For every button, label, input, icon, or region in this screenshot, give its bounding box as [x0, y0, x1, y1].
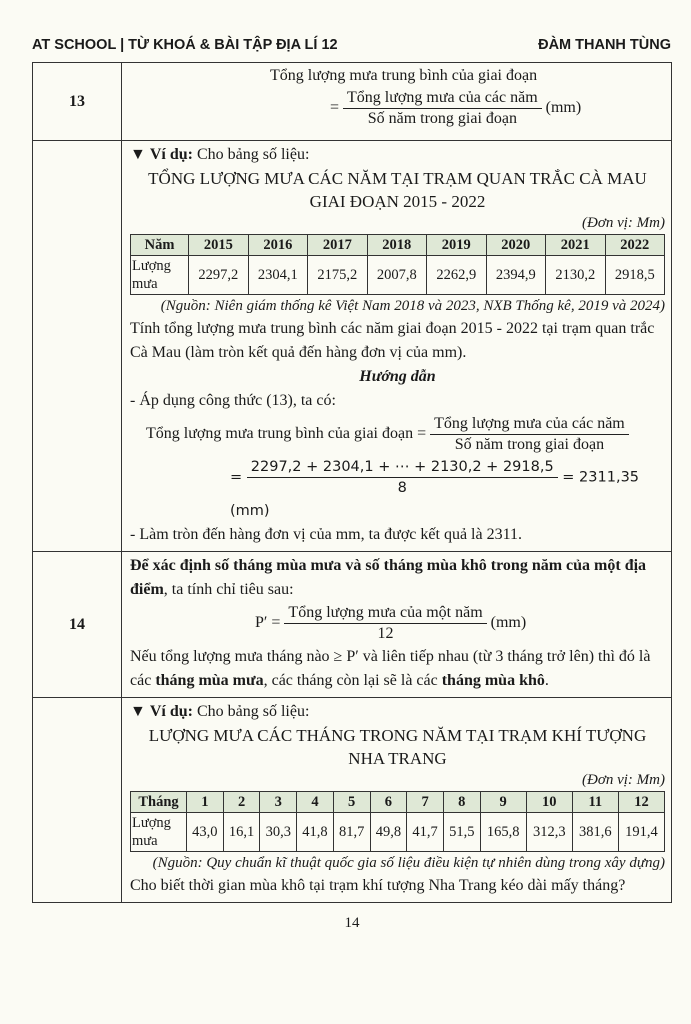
row-13 [33, 63, 671, 141]
header-cell: 3 [260, 792, 297, 813]
value-cell: 43,0 [187, 813, 224, 852]
header-cell: Năm [131, 235, 189, 256]
equals-sign: = [230, 469, 243, 486]
header-cell: 2018 [367, 235, 426, 256]
example-1-row [33, 141, 671, 552]
intro-rest: , ta tính chỉ tiêu sau: [163, 581, 294, 598]
row-number: 14 [33, 552, 122, 697]
source-note: (Nguồn: Niên giám thống kê Việt Nam 2018 và 2023, NXB Thống kê, 2019 và 2024) [160, 298, 665, 314]
book-title: AT SCHOOL | TỪ KHOÁ & BÀI TẬP ĐỊA LÍ 12 [32, 37, 338, 53]
value-cell: 2262,9 [427, 256, 486, 295]
rainfall-table-ca-mau [130, 234, 665, 295]
header-cell: 12 [618, 792, 664, 813]
table-subtitle: GIAI ĐOẠN 2015 - 2022 [309, 192, 486, 211]
p-lhs: P′ = [255, 614, 281, 632]
header-cell: 2016 [248, 235, 307, 256]
header-cell: 11 [572, 792, 618, 813]
value-cell: 2304,1 [248, 256, 307, 295]
triangle-bullet-icon: ▼ [130, 703, 146, 720]
formula-table [32, 62, 672, 903]
rainfall-table-nha-trang [130, 791, 665, 852]
source-note: (Nguồn: Quy chuẩn kĩ thuật quốc gia số liệu điều kiện tự nhiên dùng trong xây dựng) [152, 855, 665, 871]
value-cell: 312,3 [526, 813, 572, 852]
author-name: ĐÀM THANH TÙNG [538, 37, 671, 53]
numerator: Tổng lượng mưa của các năm [343, 88, 542, 109]
example-label: Ví dụ: [149, 703, 193, 720]
header-cell: 6 [370, 792, 407, 813]
page-number: 14 [344, 915, 360, 931]
empty-number-cell [33, 141, 122, 551]
unit: (mm) [490, 614, 527, 632]
example-2-row [33, 698, 671, 903]
header-cell: 2 [223, 792, 260, 813]
example-intro: Cho bảng số liệu: [192, 703, 310, 720]
value-cell: 2394,9 [486, 256, 545, 295]
formula-lhs: Tổng lượng mưa trung bình của giai đoạn [270, 67, 538, 84]
header-cell: 2021 [546, 235, 605, 256]
table-title: TỔNG LƯỢNG MƯA CÁC NĂM TẠI TRẠM QUAN TRẮC CÀ MAU [148, 169, 647, 188]
example-label: Ví dụ: [149, 146, 193, 163]
intro-bold: Để xác định số tháng mùa mưa và số tháng mùa khô trong năm của một địa điểm [130, 557, 647, 598]
header-cell: 7 [407, 792, 444, 813]
header-cell: 5 [333, 792, 370, 813]
formula-14 [122, 552, 671, 697]
formula-13 [122, 63, 671, 140]
example-2 [122, 698, 671, 902]
value-cell: 30,3 [260, 813, 297, 852]
guide-title: Hướng dẫn [359, 368, 436, 385]
calc-result: = 2311,35 (mm) [230, 469, 640, 519]
value-cell: 191,4 [618, 813, 664, 852]
header-cell: 2022 [605, 235, 665, 256]
header-cell: 8 [443, 792, 480, 813]
row-label: Lượng mưa [131, 256, 189, 295]
value-cell: 49,8 [370, 813, 407, 852]
step-2: - Làm tròn đến hàng đơn vị của mm, ta được kết quả là 2311. [130, 526, 523, 543]
page-body [32, 62, 672, 933]
example-intro: Cho bảng số liệu: [192, 146, 310, 163]
question: Tính tổng lượng mưa trung bình các năm giai đoạn 2015 - 2022 tại trạm quan trắc Cà Mau (làm tròn kết quả đến hàng đơn vị của mm). [130, 320, 655, 361]
running-header [32, 37, 671, 53]
value-cell: 51,5 [443, 813, 480, 852]
value-cell: 2297,2 [189, 256, 248, 295]
header-cell: Tháng [131, 792, 187, 813]
row-14 [33, 552, 671, 698]
value-cell: 2007,8 [367, 256, 426, 295]
value-cell: 41,8 [297, 813, 334, 852]
empty-number-cell [33, 698, 122, 902]
triangle-bullet-icon: ▼ [130, 146, 146, 163]
value-cell: 165,8 [480, 813, 526, 852]
formula-lhs: Tổng lượng mưa trung bình của giai đoạn = [146, 425, 427, 443]
row-label: Lượng mưa [131, 813, 187, 852]
denominator: Số năm trong giai đoạn [367, 110, 517, 127]
rule-text: Nếu tổng lượng mưa tháng nào ≥ P′ và liên tiếp nhau (từ 3 tháng trở lên) thì đó là các tháng mùa mưa, các tháng còn lại sẽ là các tháng mùa khô. [130, 648, 651, 689]
table-subtitle: NHA TRANG [348, 749, 447, 768]
fraction: $\frac{\text{Tổng lượng mưa của một năm}}{12}$ [284, 603, 486, 644]
header-cell: 2015 [189, 235, 248, 256]
value-cell: 2918,5 [605, 256, 665, 295]
value-cell: 381,6 [572, 813, 618, 852]
fraction [343, 88, 542, 129]
row-number: 13 [33, 63, 122, 140]
table-title: LƯỢNG MƯA CÁC THÁNG TRONG NĂM TẠI TRẠM KHÍ TƯỢNG [148, 726, 647, 745]
value-cell: 16,1 [223, 813, 260, 852]
value-cell: 41,7 [407, 813, 444, 852]
header-cell: 2017 [308, 235, 367, 256]
header-cell: 2019 [427, 235, 486, 256]
calc-fraction: $\frac{2297,2 + 2304,1 + \cdots + 2130,2 + 2918,5}{8}$ [247, 457, 558, 498]
equals-sign: = [330, 99, 340, 117]
value-cell: 81,7 [333, 813, 370, 852]
unit-note: (Đơn vị: Mm) [582, 772, 665, 788]
unit: (mm) [545, 99, 582, 117]
step-1: - Áp dụng công thức (13), ta có: [130, 392, 336, 409]
header-cell: 1 [187, 792, 224, 813]
value-cell: 2175,2 [308, 256, 367, 295]
question: Cho biết thời gian mùa khô tại trạm khí tượng Nha Trang kéo dài mấy tháng? [130, 877, 626, 894]
fraction: $\frac{\text{Tổng lượng mưa của các năm}}{\text{Số năm trong giai đoạn}}$ [430, 414, 629, 455]
header-cell: 9 [480, 792, 526, 813]
example-1 [122, 141, 671, 551]
value-cell: 2130,2 [546, 256, 605, 295]
header-cell: 10 [526, 792, 572, 813]
header-cell: 2020 [486, 235, 545, 256]
header-cell: 4 [297, 792, 334, 813]
unit-note: (Đơn vị: Mm) [582, 215, 665, 231]
